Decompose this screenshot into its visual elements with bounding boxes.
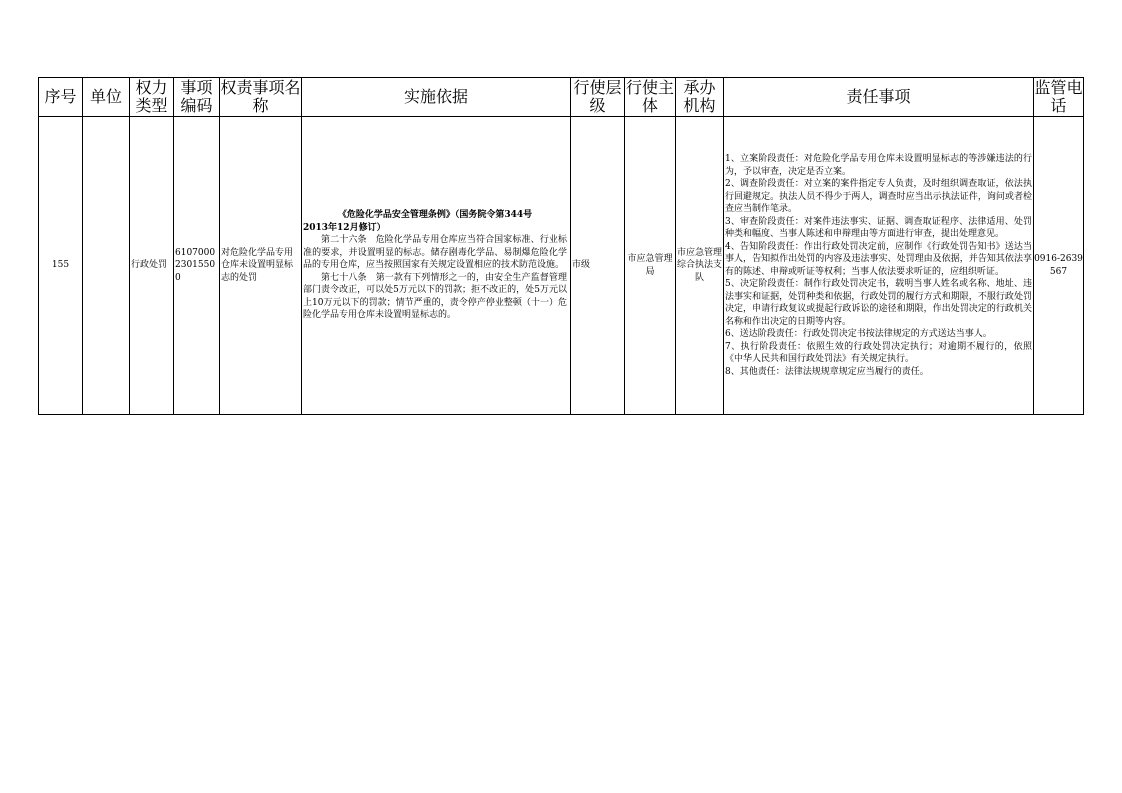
basis-paragraph: 第二十六条 危险化学品专用仓库应当符合国家标准、行业标准的要求，并设置明显的标志。储存剧毒化学品、易制爆危险化学品的专用仓库，应当按照国家有关规定设置相应的技术防范设施。 <box>303 235 567 271</box>
header-subject: 行使主体 <box>625 78 674 115</box>
cell-basis <box>302 117 571 415</box>
cell-agency: 市应急管理综合执法支队 <box>676 117 724 415</box>
responsibility-item: 6、送达阶段责任：行政处罚决定书按法律规定的方式送达当事人。 <box>725 329 992 339</box>
cell-item-name: 对危险化学品专用仓库未设置明显标志的处罚 <box>220 117 302 415</box>
responsibility-item: 7、执行阶段责任：依照生效的行政处罚决定执行；对逾期不履行的，依照《中华人民共和国行政处罚法》有关规定执行。 <box>725 341 1032 364</box>
responsibility-item: 1、立案阶段责任：对危险化学品专用仓库未设置明显标志的等涉嫌违法的行为，予以审查，决定是否立案。 <box>725 154 1032 177</box>
power-list-table <box>38 77 1084 415</box>
header-item-name: 权责事项名称 <box>220 78 301 115</box>
responsibility-item: 8、其他责任：法律法规规章规定应当履行的责任。 <box>725 366 929 377</box>
responsibility-item: 4、告知阶段责任：作出行政处罚决定前，应制作《行政处罚告知书》送达当事人，告知拟作出处罚的内容及违法事实、处罚理由及依据，并告知其依法享有的陈述、申辩或听证等权利；当事人依法要求听证的，应组织听证。 <box>725 241 1032 277</box>
responsibility-item: 3、审查阶段责任：对案件违法事实、证据、调查取证程序、法律适用、处罚种类和幅度、当事人陈述和申辩理由等方面进行审查，提出处理意见。 <box>725 216 1032 239</box>
cell-item-code: 610700023015500 <box>174 117 220 415</box>
basis-subtitle: 2013年12月修订） <box>303 222 386 233</box>
header-seq: 序号 <box>39 78 83 117</box>
cell-level: 市级 <box>571 117 625 415</box>
cell-responsibility <box>724 117 1034 415</box>
responsibility-item: 5、决定阶段责任：制作行政处罚决定书，载明当事人姓名或名称、地址、违法事实和证据，处罚种类和依据，行政处罚的履行方式和期限，不服行政处罚决定，申请行政复议或提起行政诉讼的途径和期限，作出处罚决定的行政机关名称和作出决定的日期等内容。 <box>725 279 1032 327</box>
header-unit: 单位 <box>83 78 130 117</box>
header-basis: 实施依据 <box>302 78 571 117</box>
basis-title: 《危险化学品安全管理条例》（国务院令第344号 <box>337 210 533 221</box>
cell-unit <box>83 117 130 415</box>
cell-seq: 155 <box>39 117 83 415</box>
header-phone: 监管电话 <box>1034 78 1083 115</box>
header-item-code: 事项编码 <box>174 78 220 117</box>
table-row <box>39 117 1084 415</box>
cell-power-type: 行政处罚 <box>130 117 174 415</box>
header-row <box>39 78 1084 117</box>
cell-subject: 市应急管理局 <box>625 117 676 415</box>
responsibility-item: 2、调查阶段责任：对立案的案件指定专人负责，及时组织调查取证，依法执行回避规定。执法人员不得少于两人，调查时应当出示执法证件，询问或者检查应当制作笔录。 <box>725 179 1032 214</box>
basis-paragraph: 第七十八条 第一款有下列情形之一的，由安全生产监督管理部门责令改正，可以处5万元以下的罚款；拒不改正的，处5万元以上10万元以下的罚款；情节严重的，责令停产停业整顿（十一）危险化学品专用仓库未设置明显标志的。 <box>303 272 567 321</box>
header-responsibility: 责任事项 <box>724 78 1034 117</box>
header-level: 行使层级 <box>571 78 625 117</box>
cell-phone: 0916-2639567 <box>1034 117 1084 415</box>
header-power-type: 权力类型 <box>130 78 174 117</box>
header-agency: 承办机构 <box>676 78 724 117</box>
